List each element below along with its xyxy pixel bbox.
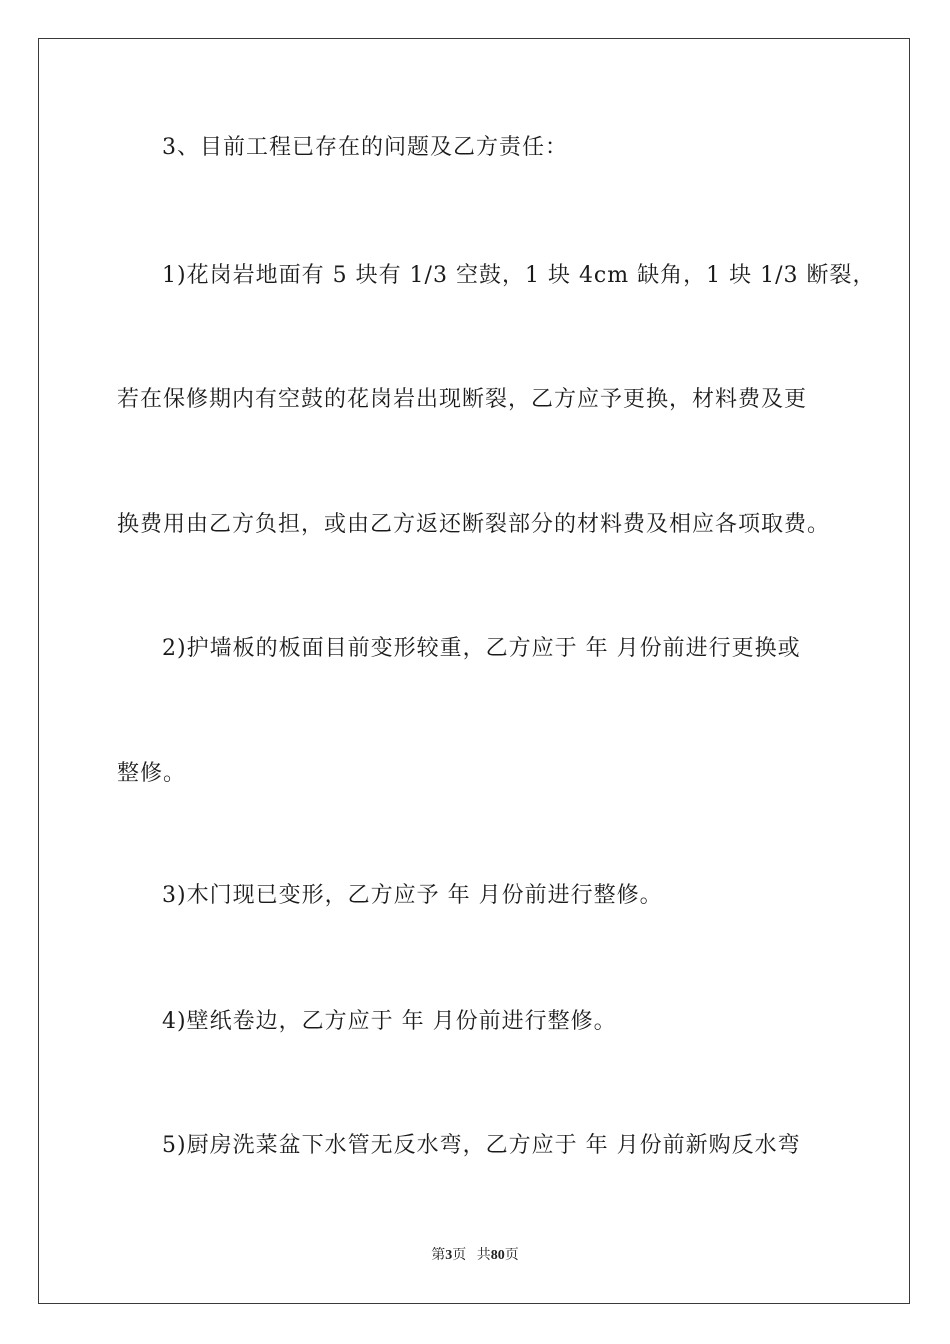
total-prefix: 共 <box>476 1248 491 1263</box>
text-line-item-4: 4)壁纸卷边，乙方应于 年 月份前进行整修。 <box>162 1009 617 1034</box>
page-border <box>38 38 910 1304</box>
page-suffix: 页 <box>452 1248 467 1263</box>
page-footer <box>0 1246 950 1266</box>
page-prefix: 第 <box>431 1248 446 1263</box>
text-line-item-5: 5)厨房洗菜盆下水管无反水弯，乙方应于 年 月份前新购反水弯 <box>162 1133 801 1158</box>
text-line-item-1-cont-2: 换费用由乙方负担，或由乙方返还断裂部分的材料费及相应各项取费。 <box>117 512 831 537</box>
total-suffix: 页 <box>504 1248 519 1263</box>
text-line-item-3: 3)木门现已变形，乙方应予 年 月份前进行整修。 <box>162 883 663 908</box>
text-line-heading: 3、目前工程已存在的问题及乙方责任： <box>162 135 568 160</box>
text-line-item-1: 1)花岗岩地面有 5 块有 1/3 空鼓，1 块 4cm 缺角，1 块 1/3 断裂， <box>162 263 876 288</box>
page-total: 80 <box>490 1248 505 1263</box>
text-line-item-1-cont-1: 若在保修期内有空鼓的花岗岩出现断裂，乙方应予更换，材料费及更 <box>117 387 808 412</box>
page-current: 3 <box>445 1248 453 1263</box>
text-line-item-2: 2)护墙板的板面目前变形较重，乙方应于 年 月份前进行更换或 <box>162 636 801 661</box>
text-line-item-2-cont: 整修。 <box>117 761 187 786</box>
